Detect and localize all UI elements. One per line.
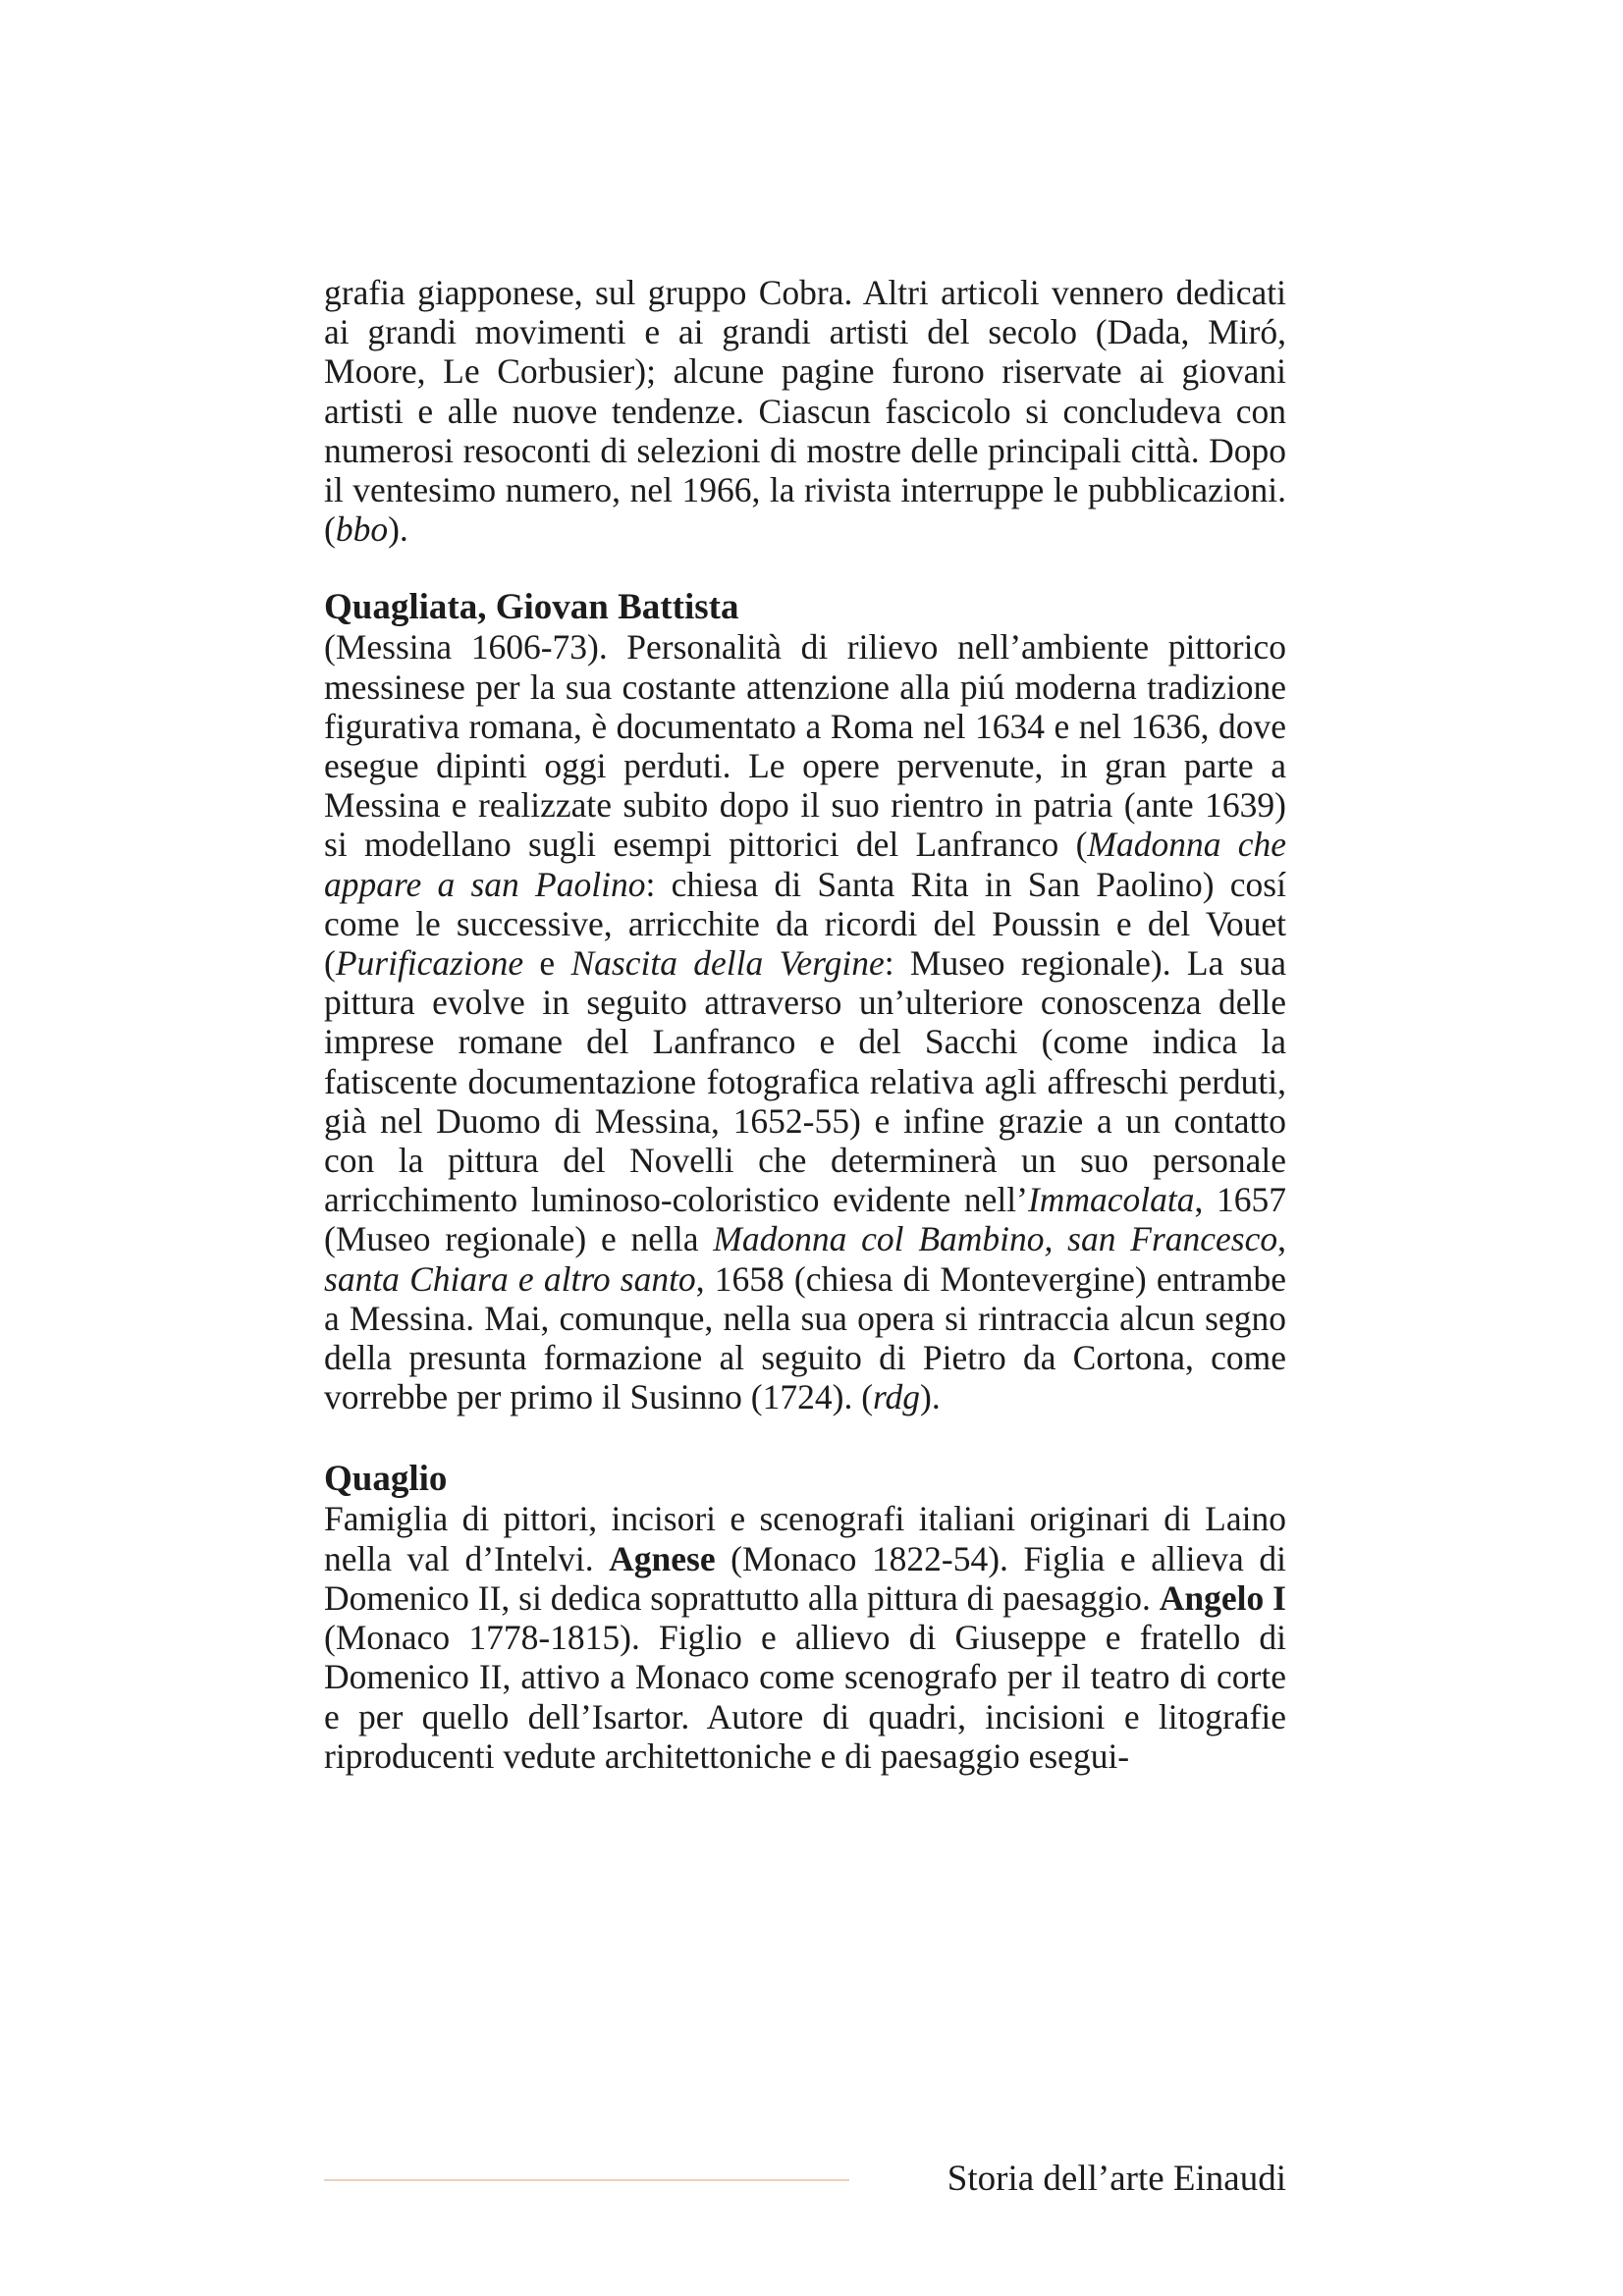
footer-label: Storia dell’arte Einaudi xyxy=(947,2159,1286,2199)
artwork-title: Madonna che appare a san Paolino xyxy=(324,825,1287,904)
continuation-paragraph xyxy=(324,273,1286,549)
entry-text: Famiglia di pittori, incisori e scenografi italiani originari di Laino nella val d’Intelvi. xyxy=(324,1499,1286,1578)
entry-text: , 1657 (Museo regionale) e nella xyxy=(324,1180,1286,1259)
artwork-title: Nascita della Vergine xyxy=(570,943,885,984)
entry-title: Quagliata, Giovan Battista xyxy=(324,587,739,628)
entry-text: (Monaco 1822-54). Figlia e allieva di Domenico II, si dedica soprattutto alla pittura di paesaggio. xyxy=(324,1538,1286,1618)
page-footer xyxy=(324,2156,1286,2203)
artwork-title: Madonna col Bambino, san Francesco xyxy=(713,1219,1278,1259)
artwork-title: santa Chiara e altro santo xyxy=(324,1258,696,1299)
author-initials: rdg xyxy=(873,1377,921,1417)
entry-text: : Museo regionale). La sua pittura evolve in seguito attraverso un’ulteriore conoscenza delle imprese romane del Lanfranco e del Sacchi (come indica la fatiscente documentazione fotografica relativa agli affreschi perduti, già nel Duomo di Messina, 1652-55) e infine grazie a un contatto con la pittura del Novelli che determinerà un suo personale arricchimento luminoso-coloristico evidente nell’ xyxy=(324,943,1286,1220)
artwork-title: Immacolata xyxy=(1027,1180,1195,1220)
entry-body xyxy=(324,627,1286,1416)
family-member-name: Angelo I xyxy=(1159,1577,1286,1618)
entry-text: (Messina 1606-73). Personalità di rilievo nell’ambiente pittorico messinese per la sua costante attenzione alla piú moderna tradizione figurativa romana, è documentato a Roma nel 1634 e nel 1636, dove esegue dipinti oggi perduti. Le opere pervenute, in gran parte a Messina e realizzate subito dopo il suo rientro in patria (ante 1639) si modellano sugli esempi pittorici del Lanfranco ( xyxy=(324,627,1286,865)
entry-text: ). xyxy=(920,1377,941,1417)
page-body xyxy=(324,273,1286,1776)
artwork-title: Purificazione xyxy=(335,943,524,984)
entry-quaglio xyxy=(324,1460,1286,1775)
continuation-text: grafia giapponese, sul gruppo Cobra. Altri articoli vennero dedicati ai grandi movimenti e ai grandi artisti del secolo (Dada, Miró, Moore, Le Corbusier); alcune pagine furono riservate ai giovani artisti e alle nuove tendenze. Ciascun fascicolo si concludeva con numerosi resoconti di selezioni di mostre delle principali città. Dopo il ventesimo numero, nel 1966, la rivista interruppe le pubblicazioni. ( xyxy=(324,273,1286,550)
footer-rule xyxy=(324,2179,849,2181)
family-member-name: Agnese xyxy=(609,1538,716,1578)
author-initials: bbo xyxy=(335,509,389,550)
entry-title: Quaglio xyxy=(324,1459,448,1500)
entry-text: : chiesa di Santa Rita in San Paolino) cosí come le successive, arricchite da ricordi del Poussin e del Vouet ( xyxy=(324,864,1286,984)
entry-text: , 1658 (chiesa di Montevergine) entrambe a Messina. Mai, comunque, nella sua opera si rintraccia alcun segno della presunta formazione al seguito di Pietro da Cortona, come vorrebbe per primo il Susinno (1724). ( xyxy=(324,1258,1286,1417)
entry-text: (Monaco 1778-1815). Figlio e allievo di Giuseppe e fratello di Domenico II, attivo a Monaco come scenografo per il teatro di corte e per quello dell’Isartor. Autore di quadri, incisioni e litografie riproducenti vedute architettoniche e di paesaggio esegui- xyxy=(324,1618,1286,1776)
entry-body xyxy=(324,1499,1286,1775)
entry-text: , xyxy=(1277,1219,1286,1259)
entry-quagliata xyxy=(324,588,1286,1416)
entry-text: e xyxy=(523,943,571,984)
continuation-end: ). xyxy=(388,509,408,550)
